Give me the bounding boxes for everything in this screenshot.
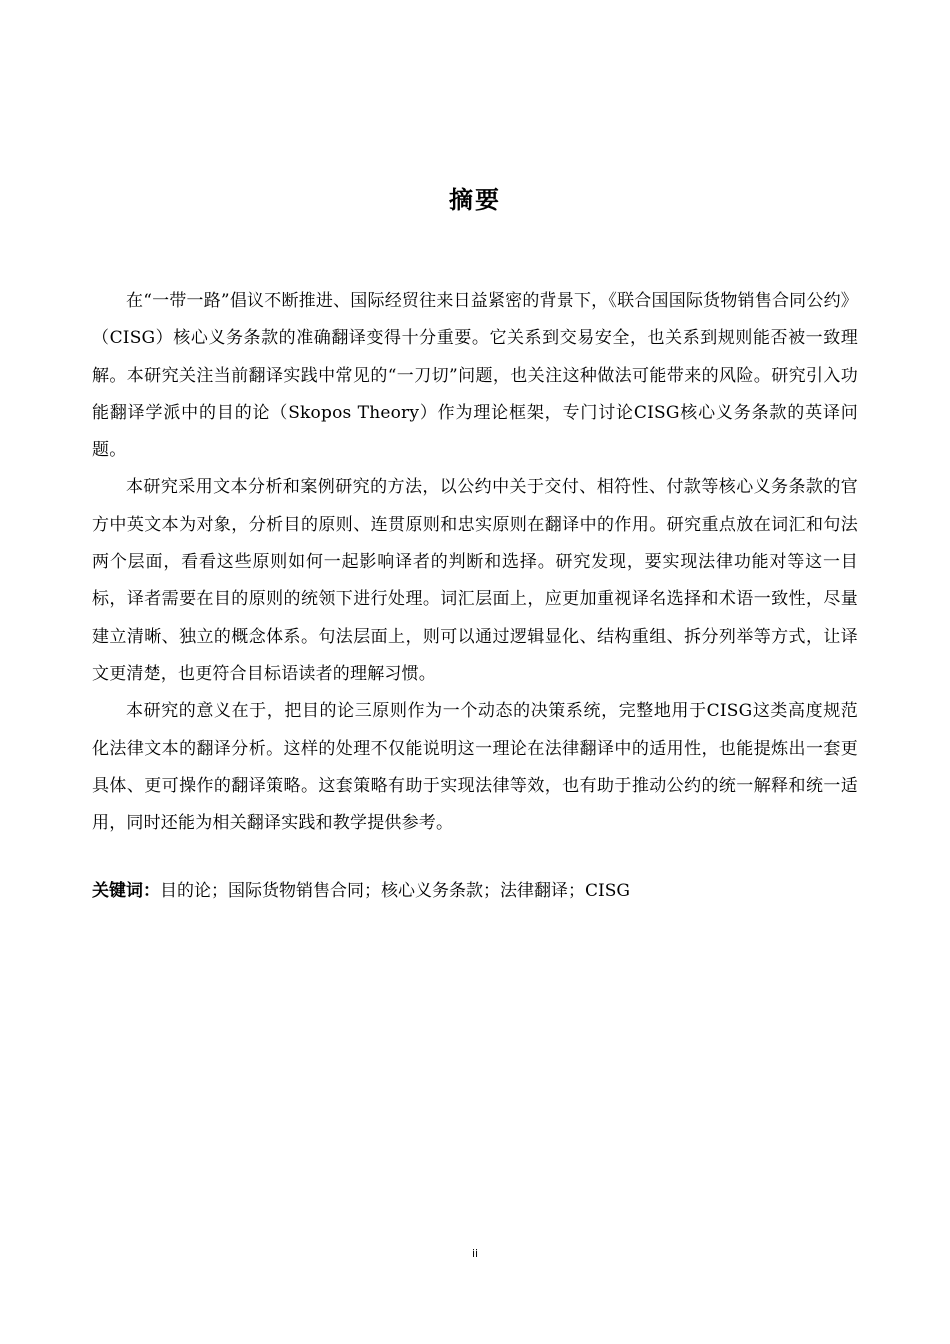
keywords-list: 目的论；国际货物销售合同；核心义务条款；法律翻译；CISG [160,881,630,901]
page-title: 摘要 [449,186,501,214]
abstract-paragraph-2: 本研究采用文本分析和案例研究的方法，以公约中关于交付、相符性、付款等核心义务条款的官方中英文本为对象，分析目的原则、连贯原则和忠实原则在翻译中的作用。研究重点放在词汇和句法两个层面，看看这些原则如何一起影响译者的判断和选择。研究发现，要实现法律功能对等这一目标，译者需要在目的原则的统领下进行处理。词汇层面上，应更加重视译名选择和术语一致性，尽量建立清晰、独立的概念体系。句法层面上，则可以通过逻辑显化、结构重组、拆分列举等方式，让译文更清楚，也更符合目标语读者的理解习惯。 [92,477,858,684]
abstract-paragraph-1: 在“一带一路”倡议不断推进、国际经贸往来日益紧密的背景下，《联合国国际货物销售合同公约》（CISG）核心义务条款的准确翻译变得十分重要。它关系到交易安全，也关系到规则能否被一致理解。本研究关注当前翻译实践中常见的“一刀切”问题，也关注这种做法可能带来的风险。研究引入功能翻译学派中的目的论（Skopos Theory）作为理论框架，专门讨论CISG核心义务条款的英译问题。 [92,291,858,461]
page-number: ii [471,1247,479,1260]
keywords-label: 关键词： [92,881,160,901]
abstract-paragraph-3: 本研究的意义在于，把目的论三原则作为一个动态的决策系统，完整地用于CISG这类高度规范化法律文本的翻译分析。这样的处理不仅能说明这一理论在法律翻译中的适用性，也能提炼出一套更具体、更可操作的翻译策略。这套策略有助于实现法律等效，也有助于推动公约的统一解释和统一适用，同时还能为相关翻译实践和教学提供参考。 [92,701,858,834]
abstract-body [92,283,858,842]
keywords-line [92,875,858,907]
